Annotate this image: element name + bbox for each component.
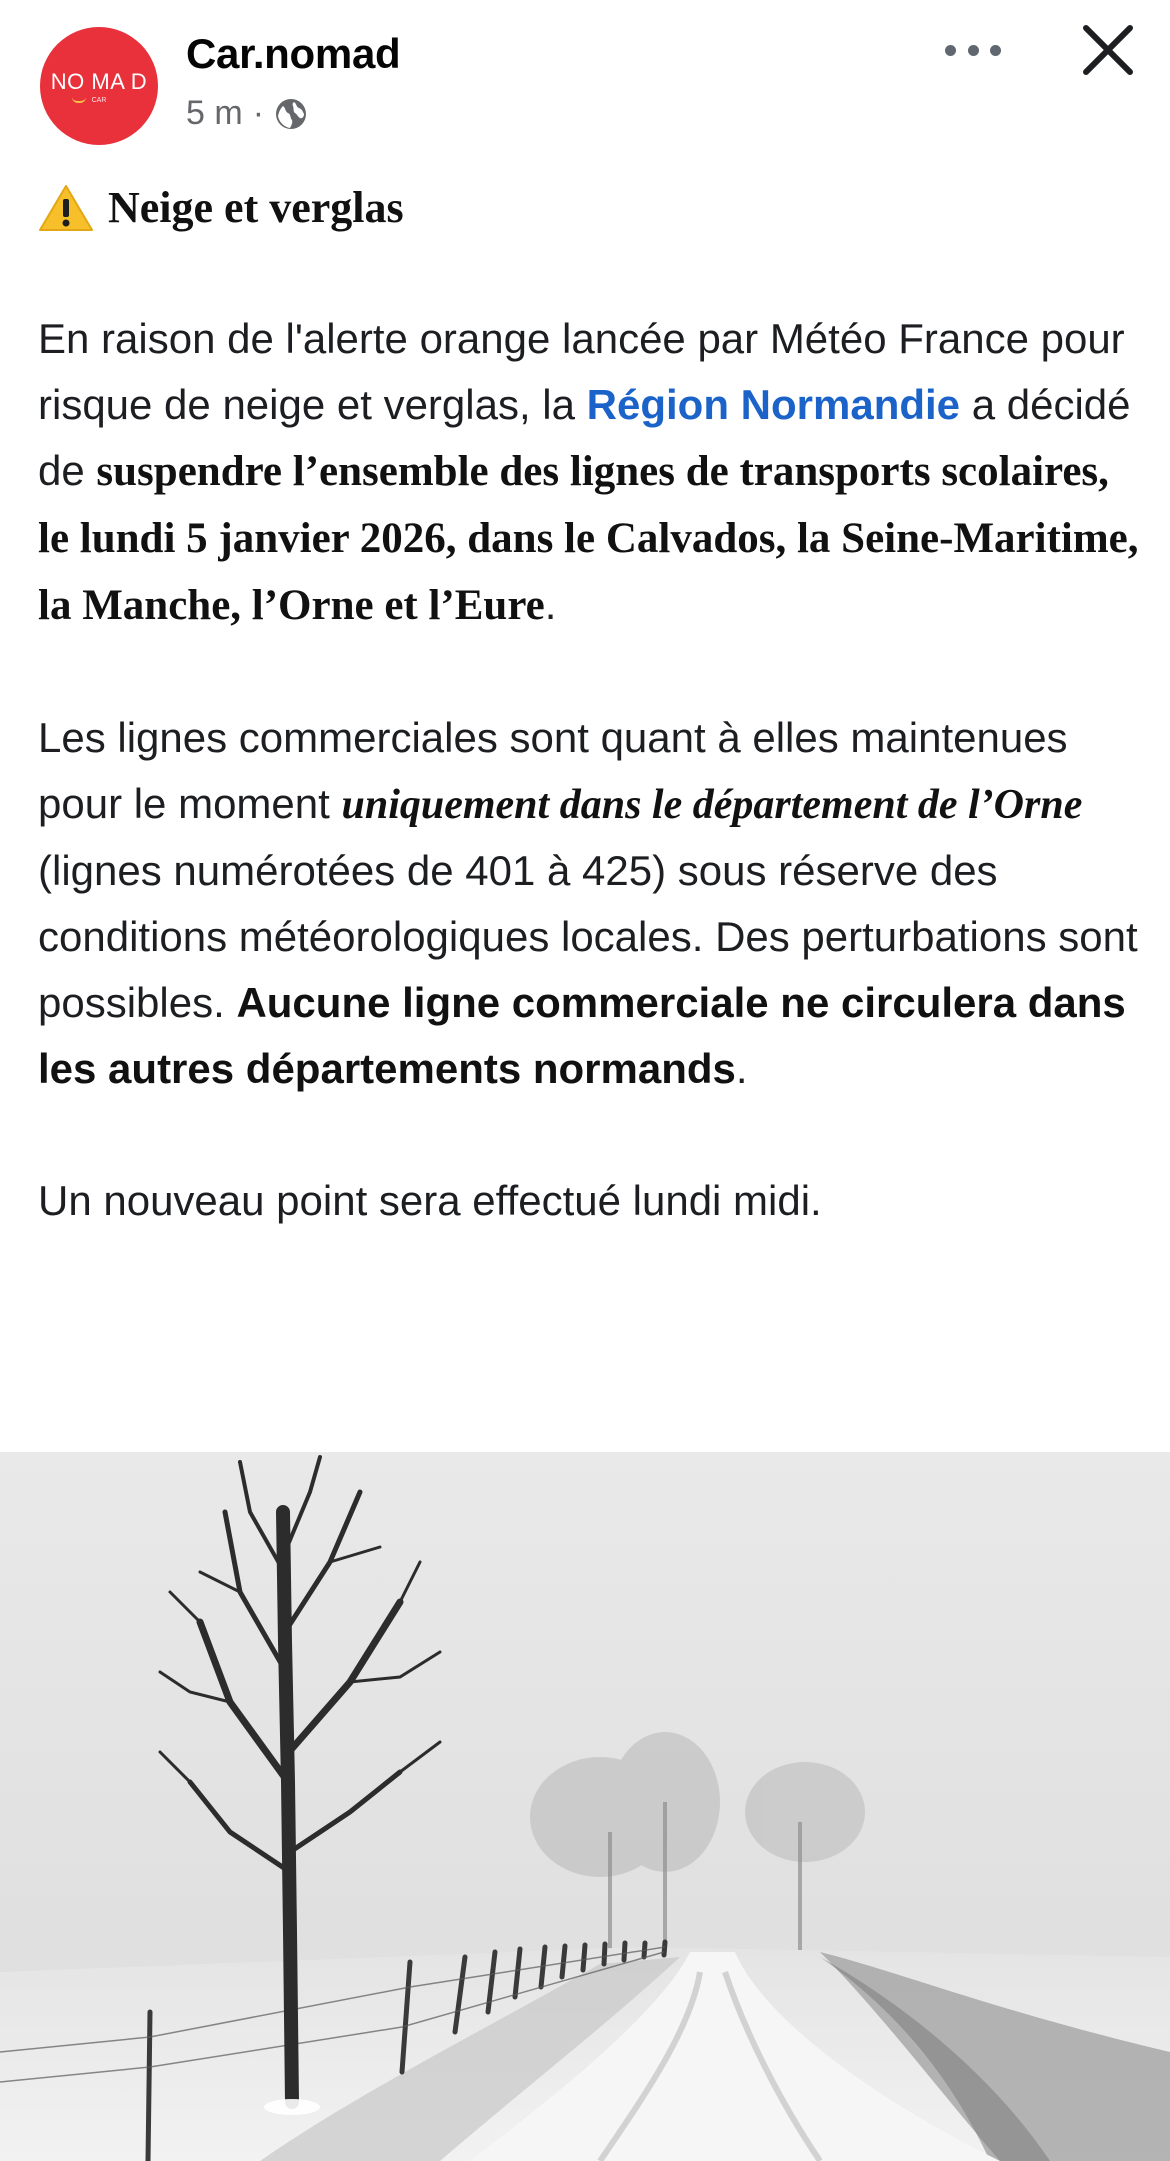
- orne-emphasis: uniquement dans le département de l’Orne: [341, 782, 1083, 828]
- post-photo[interactable]: [0, 1452, 1170, 2161]
- paragraph-3: Un nouveau point sera effectué lundi midi.: [38, 1177, 822, 1224]
- paragraph-2: Les lignes commerciales sont quant à elles maintenues pour le moment uniquement dans le département de l’Orne (lignes numérotées de 401 à 425) sous réserve des conditions météorologiques locales. Des perturbations sont possibles. Aucune ligne commerciale ne circulera dans les autres départements normands.: [38, 714, 1138, 1092]
- warning-icon: [38, 184, 94, 232]
- post-meta: [186, 94, 308, 133]
- paragraph-1: En raison de l'alerte orange lancée par Météo France pour risque de neige et verglas, la Région Normandie a décidé de suspendre l’ensemble des lignes de transports scolaires, le lundi 5 janvier 2026, dans le Calvados, la Seine-Maritime, la Manche, l’Orne et l’Eure.: [38, 315, 1139, 629]
- avatar-logo-arc: [72, 97, 86, 103]
- suspension-emphasis: suspendre l’ensemble des lignes de transports scolaires, le lundi 5 janvier 2026, dans le Calvados, la Seine-Maritime, la Manche, l’Orne et l’Eure: [38, 448, 1139, 629]
- more-horizontal-icon[interactable]: [945, 30, 1001, 70]
- avatar-logo-subtext: CAR: [91, 96, 107, 104]
- region-normandie-link[interactable]: Région Normandie: [586, 381, 961, 428]
- avatar[interactable]: [40, 27, 158, 145]
- post-header: [0, 0, 1170, 170]
- post-title: [38, 182, 404, 233]
- avatar-logo-text: NO MA D: [50, 68, 148, 94]
- globe-icon: [274, 97, 308, 131]
- no-commercial-lines-emphasis: Aucune ligne commerciale ne circulera dans les autres départements normands: [38, 979, 1126, 1092]
- close-icon[interactable]: [1078, 20, 1138, 80]
- post-body: [38, 306, 1148, 1234]
- post-timestamp[interactable]: 5 m: [186, 94, 243, 132]
- page-name[interactable]: Car.nomad: [186, 30, 401, 77]
- post-title-text: Neige et verglas: [108, 183, 404, 232]
- meta-separator: ·: [252, 94, 265, 132]
- snowy-road-image: [0, 1452, 1170, 2161]
